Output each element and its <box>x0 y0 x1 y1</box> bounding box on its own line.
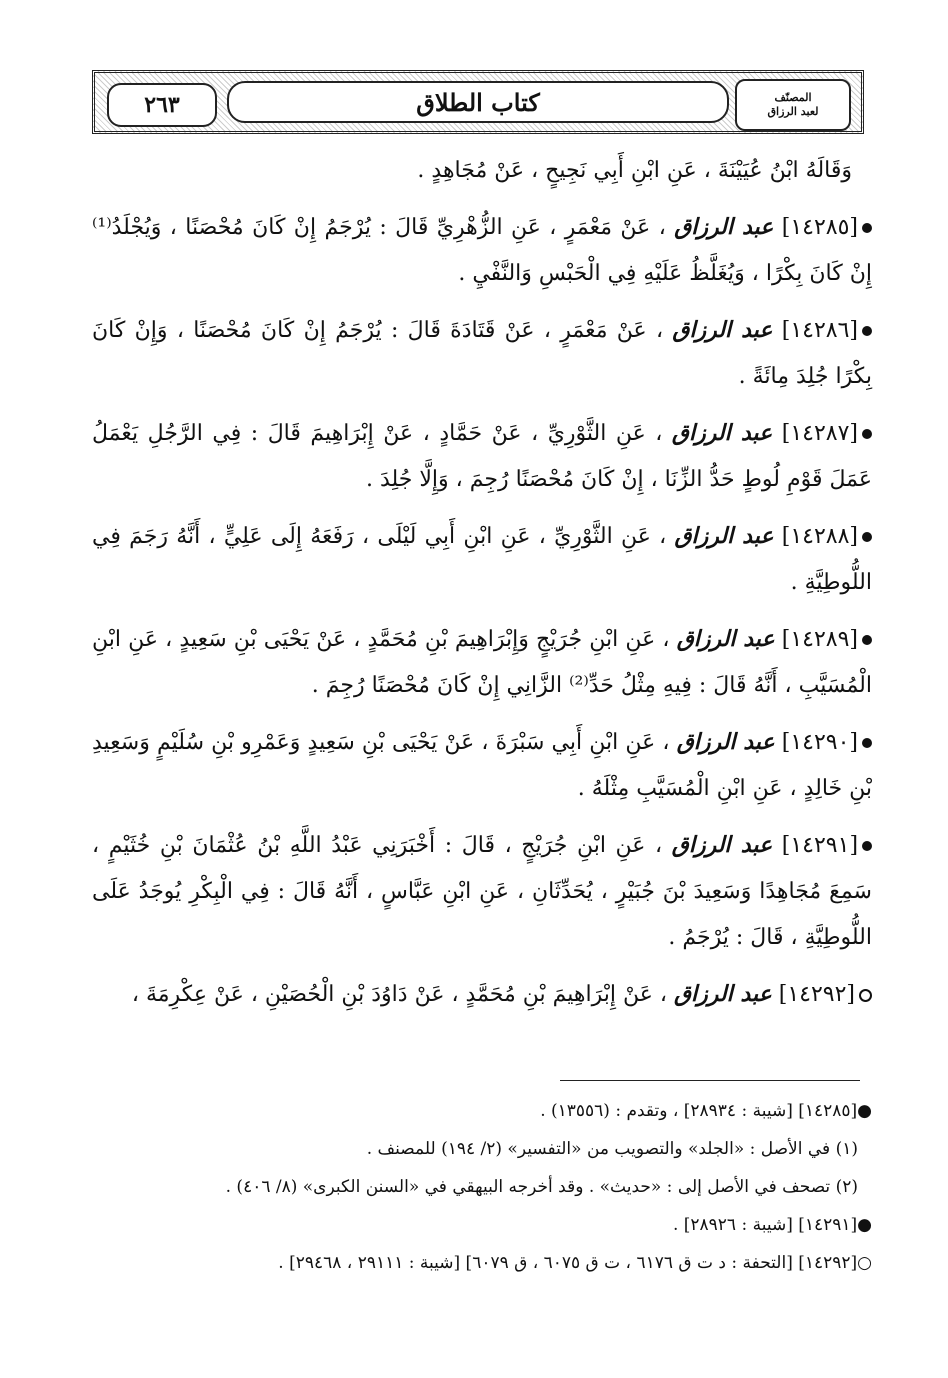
hadith-14289 <box>92 616 872 709</box>
hadith-14287 <box>92 410 872 503</box>
footnote-divider <box>560 1080 860 1081</box>
hadith-number: [١٤٢٨٩] <box>781 627 859 652</box>
hadith-number: [١٤٢٩٠] <box>781 730 859 755</box>
hadith-number: [١٤٢٨٦] <box>781 318 859 343</box>
hadith-number: [١٤٢٨٨] <box>781 524 858 549</box>
ring-marker-icon <box>859 989 872 1002</box>
paragraph-intro <box>92 148 872 194</box>
hadith-number: [١٤٢٩٢] <box>778 982 855 1007</box>
book-emblem <box>735 79 851 131</box>
paragraph-text: ، عَنْ مَعْمَرٍ ، عَنْ قَتَادَةَ قَالَ : يُرْجَمُ إِنْ كَانَ مُحْصَنًا ، وَإِنْ كَانَ بِكْرًا جُلِدَ مِائَةً . <box>92 318 872 389</box>
author-name: عبد الرزاق <box>671 420 773 446</box>
dot-marker-icon <box>862 223 872 233</box>
author-name: عبد الرزاق <box>674 214 774 240</box>
book-title: كتاب الطلاق <box>416 87 540 117</box>
paragraph-text: ، عَنِ ابْنِ جُرَيْجٍ ، قَالَ : أَخْبَرَنِي عَبْدُ اللَّهِ بْنُ عُثْمَانَ بْنِ خُثَيْمٍ ، سَمِعَ مُجَاهِدًا وَسَعِيدَ بْنَ جُبَيْرٍ ، يُحَدِّثَانِ ، عَنِ ابْنِ عَبَّاسٍ ، أَنَّهُ قَالَ : فِي الْبِكْرِ يُوجَدُ عَلَى اللُّوطِيَّةِ ، قَالَ : يُرْجَمُ . <box>92 833 872 950</box>
paragraph-text: ، عَنْ إِبْرَاهِيمَ بْنِ مُحَمَّدٍ ، عَنْ دَاوُدَ بْنِ الْحُصَيْنِ ، عَنْ عِكْرِمَةَ ، <box>131 982 667 1007</box>
hadith-number: [١٤٢٨٧] <box>781 421 858 446</box>
footnote-line: ●[١٤٢٩١] [شيبة : ٢٨٩٢٦] . <box>672 1215 872 1235</box>
title-cartouche <box>227 81 729 123</box>
paragraph-text: ، عَنِ الثَّوْرِيِّ ، عَنِ ابْنِ أَبِي لَيْلَى ، رَفَعَهُ إِلَى عَلِيٍّ ، أَنَّهُ رَجَمَ فِي اللُّوطِيَّةِ . <box>92 524 872 595</box>
footnote-line: ○[١٤٢٩٢] [التحفة : د ت ق ٦١٧٦ ، ت ق ٦٠٧٥ ، ق ٦٠٧٩] [شيبة : ٢٩١١١ ، ٢٩٤٦٨] . <box>278 1253 872 1273</box>
author-name: عبد الرزاق <box>673 981 772 1007</box>
author-name: عبد الرزاق <box>672 317 773 343</box>
author-name: عبد الرزاق <box>676 626 775 652</box>
hadith-14285 <box>92 204 872 297</box>
paragraph-text: ، عَنْ مَعْمَرٍ ، عَنِ الزُّهْرِيِّ قَالَ : يُرْجَمُ إِنْ كَانَ مُحْصَنًا ، وَيُجْلَدُ⁽¹⁾ إِنْ كَانَ بِكْرًا ، وَيُغَلَّظُ عَلَيْهِ فِي الْحَبْسِ وَالنَّفْيِ . <box>92 215 872 286</box>
footnote-line: ●[١٤٢٨٥] [شيبة : ٢٨٩٣٤] ، وتقدم : (١٣٥٥٦) . <box>540 1101 872 1121</box>
dot-marker-icon <box>862 635 872 645</box>
footnote-line: (٢) تصحف في الأصل إلى : «حديث» . وقد أخرجه البيهقي في «السنن الكبرى» (٨/ ٤٠٦) . <box>225 1177 858 1197</box>
dot-marker-icon <box>862 841 872 851</box>
paragraph-text: ، عَنِ ابْنِ أَبِي سَبْرَةَ ، عَنْ يَحْيَى بْنِ سَعِيدٍ وَعَمْرِو بْنِ سُلَيْمٍ وَسَعِيدِ بْنِ خَالِدٍ ، عَنِ ابْنِ الْمُسَيَّبِ مِثْلَهُ . <box>92 730 872 801</box>
dot-marker-icon <box>862 738 872 748</box>
paragraph-text: وَقَالَهُ ابْنُ عُيَيْنَةَ ، عَنِ ابْنِ أَبِي نَجِيحٍ ، عَنْ مُجَاهِدٍ . <box>417 158 852 183</box>
hadith-14292 <box>92 971 872 1018</box>
page-number: ٢٦٣ <box>144 92 180 118</box>
hadith-number: [١٤٢٩١] <box>781 833 859 858</box>
emblem-line-1: المصنّف <box>774 91 812 104</box>
hadith-14288 <box>92 513 872 606</box>
author-name: عبد الرزاق <box>676 729 775 755</box>
footnote-line: (١) في الأصل : «الجلد» والتصويب من «التفسير» (٢/ ١٩٤) للمصنف . <box>366 1139 858 1159</box>
paragraph-text: ، عَنِ الثَّوْرِيِّ ، عَنْ حَمَّادٍ ، عَنْ إِبْرَاهِيمَ قَالَ : فِي الرَّجُلِ يَعْمَلُ عَمَلَ قَوْمِ لُوطٍ حَدُّ الزِّنَا ، إِنْ كَانَ مُحْصَنًا رُجِمَ ، وَإِلَّا جُلِدَ . <box>92 421 872 492</box>
hadith-14286 <box>92 307 872 400</box>
dot-marker-icon <box>862 429 872 439</box>
paragraph-text: ، عَنِ ابْنِ جُرَيْجٍ وَإِبْرَاهِيمَ بْنِ مُحَمَّدٍ ، عَنْ يَحْيَى بْنِ سَعِيدٍ ، عَنِ ابْنِ الْمُسَيَّبِ ، أَنَّهُ قَالَ : فِيهِ مِثْلُ حَدِّ⁽²⁾ الزَّانِي إِنْ كَانَ مُحْصَنًا رُجِمَ . <box>92 627 872 698</box>
page-number-box <box>107 83 217 127</box>
hadith-14291 <box>92 822 872 961</box>
footnotes <box>150 1092 872 1282</box>
hadith-number: [١٤٢٨٥] <box>781 215 858 240</box>
emblem-line-2: لعبد الرزاق <box>767 105 819 118</box>
hadith-14290 <box>92 719 872 812</box>
dot-marker-icon <box>862 326 872 336</box>
main-text <box>92 148 872 1028</box>
page-header <box>92 70 864 134</box>
author-name: عبد الرزاق <box>674 523 774 549</box>
author-name: عبد الرزاق <box>671 832 773 858</box>
dot-marker-icon <box>862 532 872 542</box>
